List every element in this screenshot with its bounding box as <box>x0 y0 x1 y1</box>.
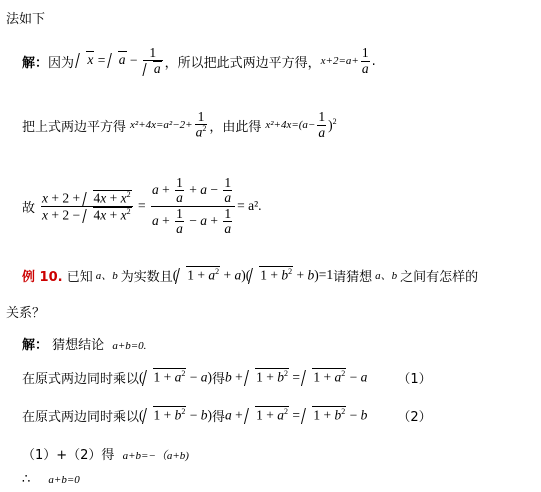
sqrt-equation: x = a − $\frac{1}{a}$ <box>74 46 165 76</box>
step2-num: （2） <box>397 409 432 425</box>
solution2-label: 解： <box>22 338 49 353</box>
hence-text: ，由此得 <box>209 119 262 135</box>
final-eq: a+b=0 <box>48 474 80 486</box>
combine-eq: a+b=−（a+b) <box>122 450 189 462</box>
solution1-label: 解： <box>22 55 49 71</box>
solution1-line3: 故 $\frac{x + 2 + 4x + x^2}{x + 2 - 4x + x^2}$ = a + $\frac{1}{a}$ + a − $\frac{1}{a}$ a + $\frac{1}{a}$ − a + $\frac{1}{a}$ = a². <box>22 175 262 236</box>
solution1-line2: 把上式两边平方得 x²+4x=a²−2+ $\frac{1}{a^2}$ ，由此得 x²+4x=(a− $\frac{1}{a}$ )$^2$ <box>22 109 337 140</box>
step1-num: （1） <box>397 371 432 387</box>
step2-get: 得 <box>212 409 226 425</box>
so-text: ，所以把此式两边平方得， <box>164 55 321 71</box>
combine-line <box>22 444 189 463</box>
therefore-symbol: ∴ <box>22 472 31 487</box>
rhs-fraction: a + $\frac{1}{a}$ + a − $\frac{1}{a}$ a + $\frac{1}{a}$ − a + $\frac{1}{a}$ <box>151 176 235 236</box>
guess-eq: a+b=0. <box>112 340 147 352</box>
step2-factor: ( $1 + b^2 - b$) <box>139 407 213 423</box>
frac-1-over-a3: $\frac{1}{a}$ <box>318 109 326 140</box>
equals-one: =1 <box>318 267 334 282</box>
guess-prompt: 请猜想 <box>333 269 373 285</box>
intro-text: 法如下 <box>6 12 46 27</box>
step1-result: $b + 1 + b^2 = 1 + a^2 - a$ <box>225 369 368 385</box>
condition: ( $1 + a^2 + a$)( $1 + b^2 + b$) <box>172 267 319 283</box>
lhs-fraction: $\frac{x + 2 + 4x + x^2}{x + 2 - 4x + x^2}$ <box>42 189 131 222</box>
step1-text: 在原式两边同时乘以 <box>22 371 140 387</box>
because-text: 因为 <box>48 55 75 71</box>
vars-ab-2: a、b <box>375 270 398 282</box>
step2-result: $a + 1 + a^2 = 1 + b^2 - b$ <box>225 407 368 423</box>
frac-1-over-a2: $\frac{1}{a^2}$ <box>195 109 207 140</box>
step1-factor: ( $1 + a^2 - a$) <box>139 369 213 385</box>
eq-3: x²+4x=(a− <box>265 119 316 131</box>
therefore-text: 故 <box>22 200 36 216</box>
solution2-line1 <box>22 334 146 353</box>
solution1-line1: 解： 因为 x = a − $\frac{1}{a}$ ，所以把此式两边平方得， x+2=a+ $\frac{1}{a}$ . <box>22 44 376 76</box>
real-text: 为实数且 <box>120 269 173 285</box>
combine-text: （1）+（2）得 <box>22 448 115 463</box>
step2-text: 在原式两边同时乘以 <box>22 409 140 425</box>
step1-get: 得 <box>212 371 226 387</box>
eq-tail: x+2=a+ <box>320 55 359 67</box>
solution2-step1 <box>22 366 432 388</box>
given-text: 已知 <box>66 269 93 285</box>
vars-ab: a、b <box>95 270 118 282</box>
final-line <box>22 472 80 487</box>
square-text: 把上式两边平方得 <box>22 119 127 135</box>
relation-text-2: 关系？ <box>6 306 46 321</box>
example-label: 例 10. <box>22 269 63 285</box>
result: = a². <box>237 198 262 213</box>
solution2-step2 <box>22 404 432 426</box>
frac-1-over-a: $\frac{1}{a}$ <box>361 45 369 76</box>
relation-text: 之间有怎样的 <box>400 269 479 285</box>
eq-2: x²+4x=a²−2+ <box>130 119 193 131</box>
guess-text: 猜想结论 <box>52 338 105 353</box>
example-line <box>22 264 478 286</box>
